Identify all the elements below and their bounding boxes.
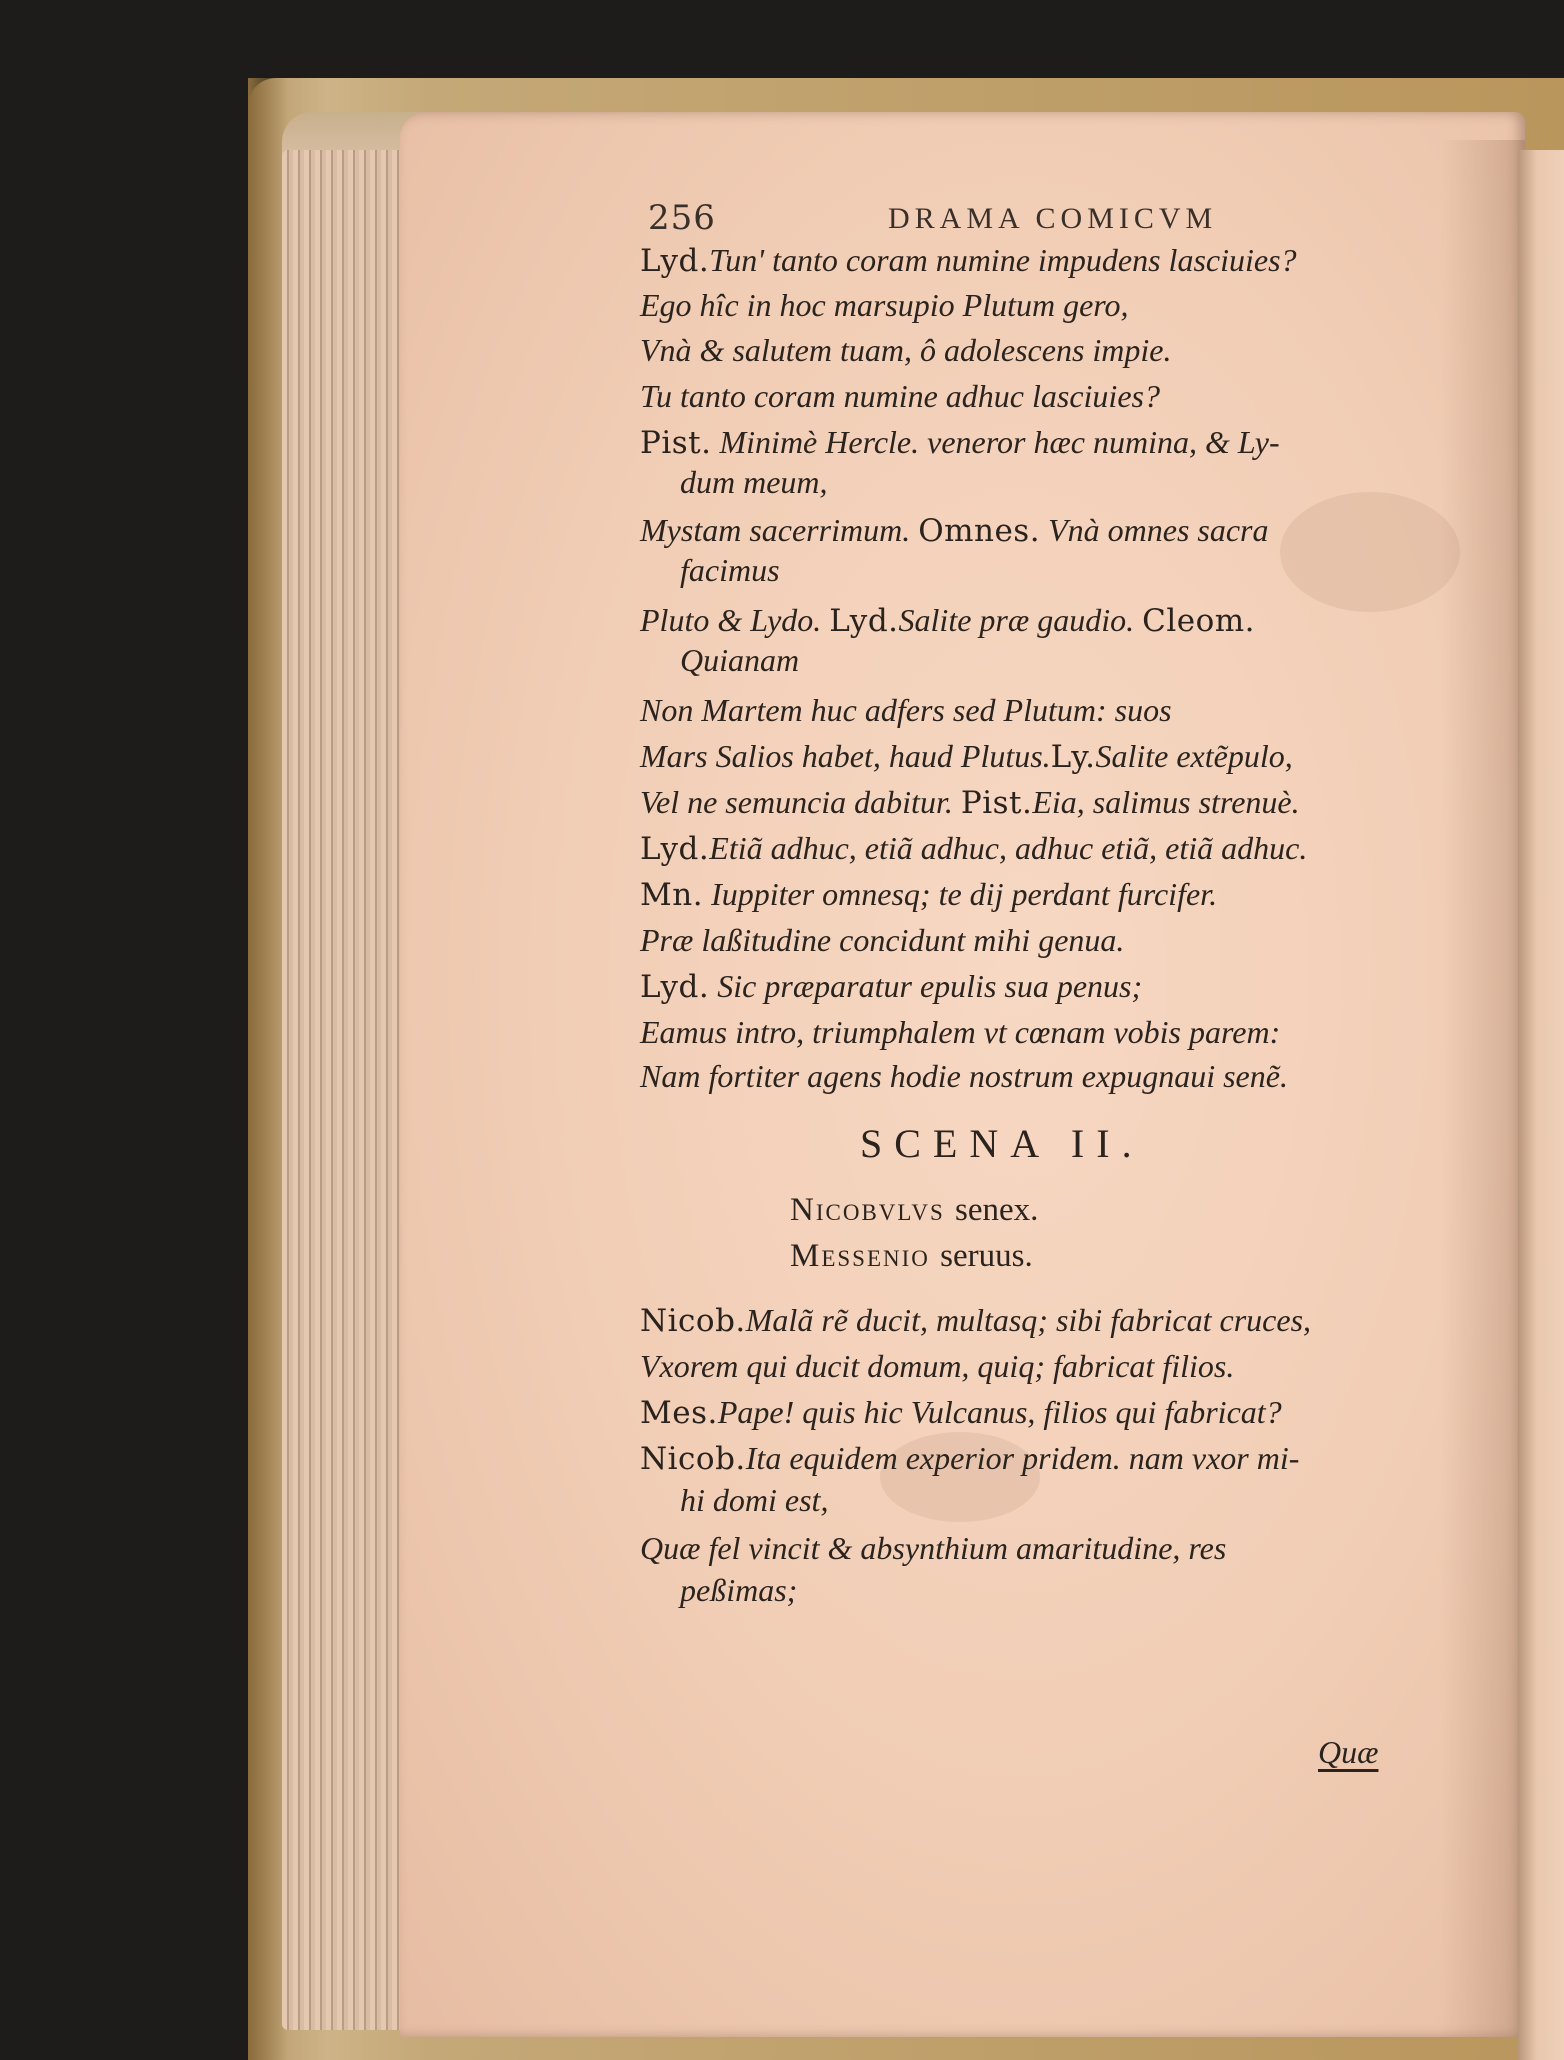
- line-text: Quianam: [680, 642, 800, 678]
- text-line: [640, 376, 1160, 416]
- speaker-label: Pist.: [960, 785, 1033, 821]
- running-title: DRAMA COMICVM: [888, 202, 1218, 235]
- line-text: Mars Salios habet, haud Plutus.: [640, 738, 1051, 774]
- line-text: Vnà omnes sacra: [1048, 512, 1269, 548]
- speaker-label: Mes.: [640, 1395, 718, 1431]
- line-text: Præ laßitudine concidunt mihi genua.: [640, 922, 1125, 958]
- text-line: [640, 1528, 1226, 1568]
- dramatis-persona: [790, 1192, 1038, 1229]
- line-text: dum meum,: [680, 464, 828, 500]
- text-line: [640, 828, 1307, 869]
- line-text: Salite præ gaudio.: [898, 602, 1135, 638]
- facing-page-edge: [1518, 150, 1564, 2060]
- line-text: Vnà & salutem tuam, ô adolescens impie.: [640, 332, 1172, 368]
- speaker-label: Nicob.: [640, 1441, 746, 1477]
- speaker-label: Pist.: [640, 425, 712, 461]
- scene-title: SCENA II.: [860, 1121, 1144, 1166]
- speaker-label: Lyd.: [640, 969, 710, 1005]
- text-line: [640, 920, 1124, 960]
- line-text: Vxorem qui ducit domum, quiq; fabricat filios.: [640, 1348, 1235, 1384]
- catchword: Quæ: [1318, 1734, 1379, 1770]
- line-text: Malã rẽ ducit, multasq; sibi fabricat cruces,: [745, 1302, 1312, 1338]
- speaker-label: Cleom.: [1142, 603, 1255, 639]
- line-text: Pluto & Lydo.: [640, 602, 822, 638]
- line-text: Tu tanto coram numine adhuc lasciuies?: [640, 378, 1160, 414]
- line-text: Vel ne semuncia dabitur.: [640, 784, 953, 820]
- text-line: [680, 550, 780, 590]
- text-line: [640, 1438, 1299, 1479]
- text-line: [680, 640, 799, 680]
- line-text: Etiã adhuc, etiã adhuc, adhuc etiã, etiã adhuc.: [709, 830, 1308, 866]
- line-text: facimus: [680, 552, 780, 588]
- page-gutter-shadow: [1440, 140, 1525, 2037]
- line-text: Mystam sacerrimum.: [640, 512, 911, 548]
- persona-name: Nicobvlvs: [790, 1192, 945, 1228]
- text-line: [640, 966, 1142, 1007]
- text-line: [640, 1056, 1288, 1096]
- text-line: [640, 285, 1129, 325]
- line-text: Salite extẽpulo,: [1095, 738, 1293, 774]
- paper-stain: [1280, 492, 1460, 612]
- line-text: Nam fortiter agens hodie nostrum expugnaui senẽ.: [640, 1058, 1288, 1094]
- text-line: [680, 462, 828, 502]
- line-text: Eamus intro, triumphalem vt cœnam vobis parem:: [640, 1014, 1281, 1050]
- text-line: [640, 510, 1269, 551]
- text-line: [640, 240, 1297, 281]
- line-text: Ita equidem experior pridem. nam vxor mi-: [745, 1440, 1300, 1476]
- line-text: Pape! quis hic Vulcanus, filios qui fabricat?: [717, 1394, 1282, 1430]
- speaker-label: Ly.: [1050, 739, 1096, 775]
- page-number: 256: [648, 198, 716, 238]
- persona-name: Messenio: [790, 1238, 930, 1274]
- line-text: Quæ fel vincit & absynthium amaritudine, res: [640, 1530, 1227, 1566]
- text-line: [640, 1012, 1280, 1052]
- line-text: hi domi est,: [680, 1482, 829, 1518]
- speaker-label: Mn.: [640, 877, 704, 913]
- speaker-label: Lyd.: [640, 831, 710, 867]
- text-line: [640, 1346, 1234, 1386]
- text-line: [640, 782, 1300, 823]
- line-text: Sic præparatur epulis sua penus;: [717, 968, 1143, 1004]
- line-text: Ego hîc in hoc marsupio Plutum gero,: [640, 287, 1129, 323]
- running-head: [648, 198, 1268, 242]
- text-line: [680, 1480, 828, 1520]
- text-line: [640, 600, 1255, 641]
- text-line: [640, 1300, 1311, 1341]
- persona-role: senex.: [954, 1192, 1039, 1228]
- speaker-label: Lyd.: [829, 603, 899, 639]
- dramatis-persona: [790, 1238, 1033, 1275]
- page-edges: [282, 150, 412, 2030]
- speaker-label: Lyd.: [640, 243, 710, 279]
- text-line: [640, 874, 1217, 915]
- line-text: Iuppiter omnesq; te dij perdant furcifer.: [711, 876, 1218, 912]
- line-text: Tun' tanto coram numine impudens lasciuies?: [709, 242, 1297, 278]
- line-text: peßimas;: [680, 1572, 798, 1608]
- text-line: [640, 690, 1172, 730]
- speaker-label: Omnes.: [918, 513, 1041, 549]
- speaker-label: Nicob.: [640, 1303, 746, 1339]
- text-line: [640, 1392, 1282, 1433]
- persona-role: seruus.: [940, 1238, 1033, 1274]
- line-text: Minimè Hercle. veneror hæc numina, & Ly-: [719, 424, 1280, 460]
- line-text: Non Martem huc adfers sed Plutum: suos: [640, 692, 1172, 728]
- text-line: [640, 422, 1280, 463]
- text-line: [640, 736, 1293, 777]
- line-text: Eia, salimus strenuè.: [1032, 784, 1300, 820]
- text-line: [680, 1570, 797, 1610]
- text-line: [640, 330, 1171, 370]
